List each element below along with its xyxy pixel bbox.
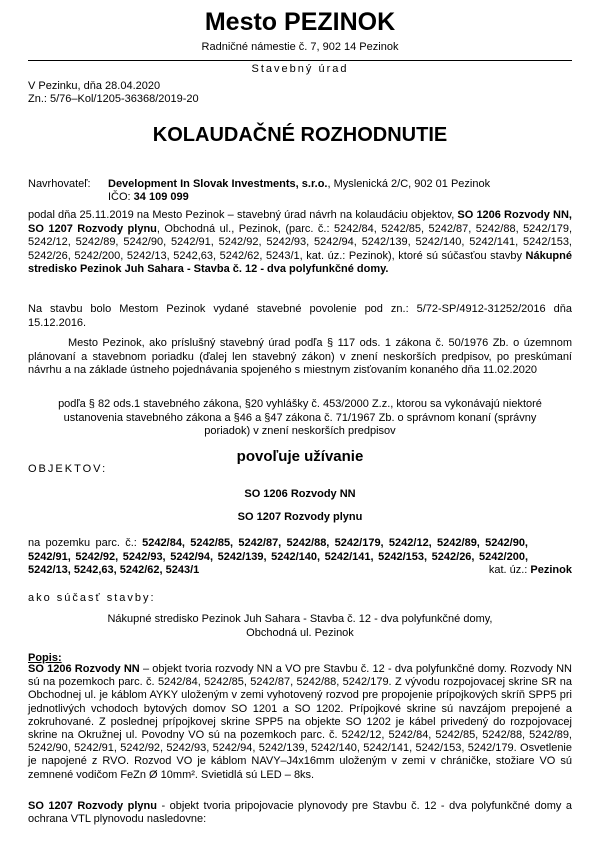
applicant-line: [108, 178, 490, 191]
part-of-label: ako súčasť stavby:: [28, 592, 156, 604]
permit-heading: povoľuje užívanie: [236, 448, 364, 465]
part-of-line1: Nákupné stredisko Pezinok Juh Sahara - Stavba č. 12 - dva polyfunkčné domy,: [107, 613, 493, 625]
so1207-title: SO 1207 Rozvody plynu: [28, 800, 157, 812]
paragraph-permit-ref: Na stavbu bolo Mestom Pezinok vydané stavebné povolenie pod zn.: 5/72-SP/4912-31252/2016 dňa 15.12.2016.: [28, 303, 572, 329]
popis-so1207: [28, 800, 572, 826]
document-title: KOLAUDAČNÉ ROZHODNUTIE: [152, 124, 448, 146]
so1207-text: - objekt tvoria pripojovacie plynovody pre Stavbu č. 12 - dva polyfunkčné domy a ochrana VTL plynovodu nasledovne:: [28, 800, 572, 826]
date-line: V Pezinku, dňa 28.04.2020: [28, 80, 161, 92]
ico-label: IČO:: [108, 191, 134, 203]
cadastral-area: [489, 564, 572, 578]
parcels-prefix: na pozemku parc. č.:: [28, 537, 143, 549]
objects-label: OBJEKTOV:: [28, 463, 108, 475]
p1-text-a: podal dňa 25.11.2019 na Mesto Pezinok – stavebný úrad návrh na kolaudáciu objektov,: [28, 209, 458, 221]
part-of-line2: Obchodná ul. Pezinok: [246, 627, 354, 639]
office-name: Stavebný úrad: [251, 63, 349, 75]
object-so1206: SO 1206 Rozvody NN: [244, 488, 356, 500]
header-divider: [28, 60, 572, 61]
ico-value: 34 109 099: [133, 191, 189, 203]
parcels-paragraph: [28, 537, 528, 578]
paragraph-authority: Mesto Pezinok, ako príslušný stavebný úrad podľa § 117 ods. 1 zákona č. 50/1976 Zb. o územnom plánovaní a stavebnom poriadku (ďalej len stavebný zákon) v znení neskorších predpisov, po preskúmaní návrhu a na základe ústneho pojednávania spojeného s miestnym zisťovaním konaného dňa 11.02.2020: [28, 337, 572, 376]
city-title: Mesto PEZINOK: [204, 8, 396, 36]
so1206-text: – objekt tvoria rozvody NN a VO pre Stavbu č. 12 - dva polyfunkčné domy. Rozvody NN sú na pozemkoch parc. č. 5242/84, 5242/85, 5242/87, 5242/88, 5242/179. Z vývodu rozpojovacej skrine SR na Obchodnej ul. je káblom AYKY uloženým v zemi vyhotovený rozvod pre propojenie prípojkových skríň SPP5 pri jednotlivých vchodoch bytových domov SO 1201 a SO 1202. Prípojkové skrine sú navzájom prepojené a zokruhované. Z poslednej prípojkovej skrine SPP5 na objekte SO 1202 je kábel privedený do rozpojovacej skrine na Okružnej ul. Povodny VO sú na pozemkoch parc. č. 5242/12, 5242/84, 5242/85, 5242/88, 5242/89, 5242/90, 5242/91, 5242/92, 5242/93, 5242/94, 5242/139, 5242/140, 5242/141, 5242/153, 5242/179. Osvetlenie je napojené z RVO. Rozvod VO je káblom NAVY–J4x16mm uloženým v zemi v chráničke, stožiare VO sú zemnené vodičom FeZn Ø 10mm². Svietidlá sú LED – 8ks.: [28, 663, 572, 781]
so1206-title: SO 1206 Rozvody NN: [28, 663, 140, 675]
applicant-ico: [108, 191, 189, 204]
p1-building: Nákupné stredisko Pezinok Juh Sahara - Stavba č. 12 - dva polyfunkčné domy.: [28, 249, 572, 275]
object-so1207: SO 1207 Rozvody plynu: [237, 511, 363, 523]
popis-title: Popis:: [28, 652, 62, 664]
applicant-address: , Myslenická 2/C, 902 01 Pezinok: [327, 178, 491, 190]
p1-text-c: , Obchodná ul., Pezinok, (parc. č.: 5242/84, 5242/85, 5242/87, 5242/88, 5242/179, 5242/12, 5242/89, 5242/90, 5242/91, 5242/92, 5242/93, 5242/94, 5242/139, 5242/140, 5242/141, 5242/153, 5242/26, 5242/200, 5242/13, 5242,63, 5242/62, 5243/1, kat. úz.: Pezinok), ktoré sú súčasťou stavby: [28, 222, 573, 262]
file-number: Zn.: 5/76–Kol/1205-36368/2019-20: [28, 93, 199, 105]
paragraph-legal-basis: podľa § 82 ods.1 stavebného zákona, §20 vyhlášky č. 453/2000 Z.z., ktorou sa vykonávajú niektoré ustanovenia stavebného zákona a §46 a §47 zákona č. 71/1967 Zb. o správnom konaní (správny poriadok) v znení neskorších predpisov: [58, 398, 542, 437]
applicant-name: Development In Slovak Investments, s.r.o.: [108, 178, 328, 190]
city-address: Radničné námestie č. 7, 902 14 Pezinok: [201, 41, 399, 53]
p1-objects: SO 1206 Rozvody NN, SO 1207 Rozvody plynu: [28, 209, 572, 235]
ku-label: kat. úz.:: [488, 564, 531, 576]
paragraph-application: [28, 209, 572, 277]
applicant-label: Navrhovateľ:: [28, 178, 91, 190]
popis-so1206: [28, 663, 572, 782]
ku-value: Pezinok: [530, 564, 572, 576]
parcels-list: 5242/84, 5242/85, 5242/87, 5242/88, 5242/179, 5242/12, 5242/89, 5242/90, 5242/91, 5242/92, 5242/93, 5242/94, 5242/139, 5242/140, 5242/141, 5242/153, 5242/26, 5242/200, 5242/13, 5242,63, 5242/62, 5243/1: [28, 537, 528, 576]
